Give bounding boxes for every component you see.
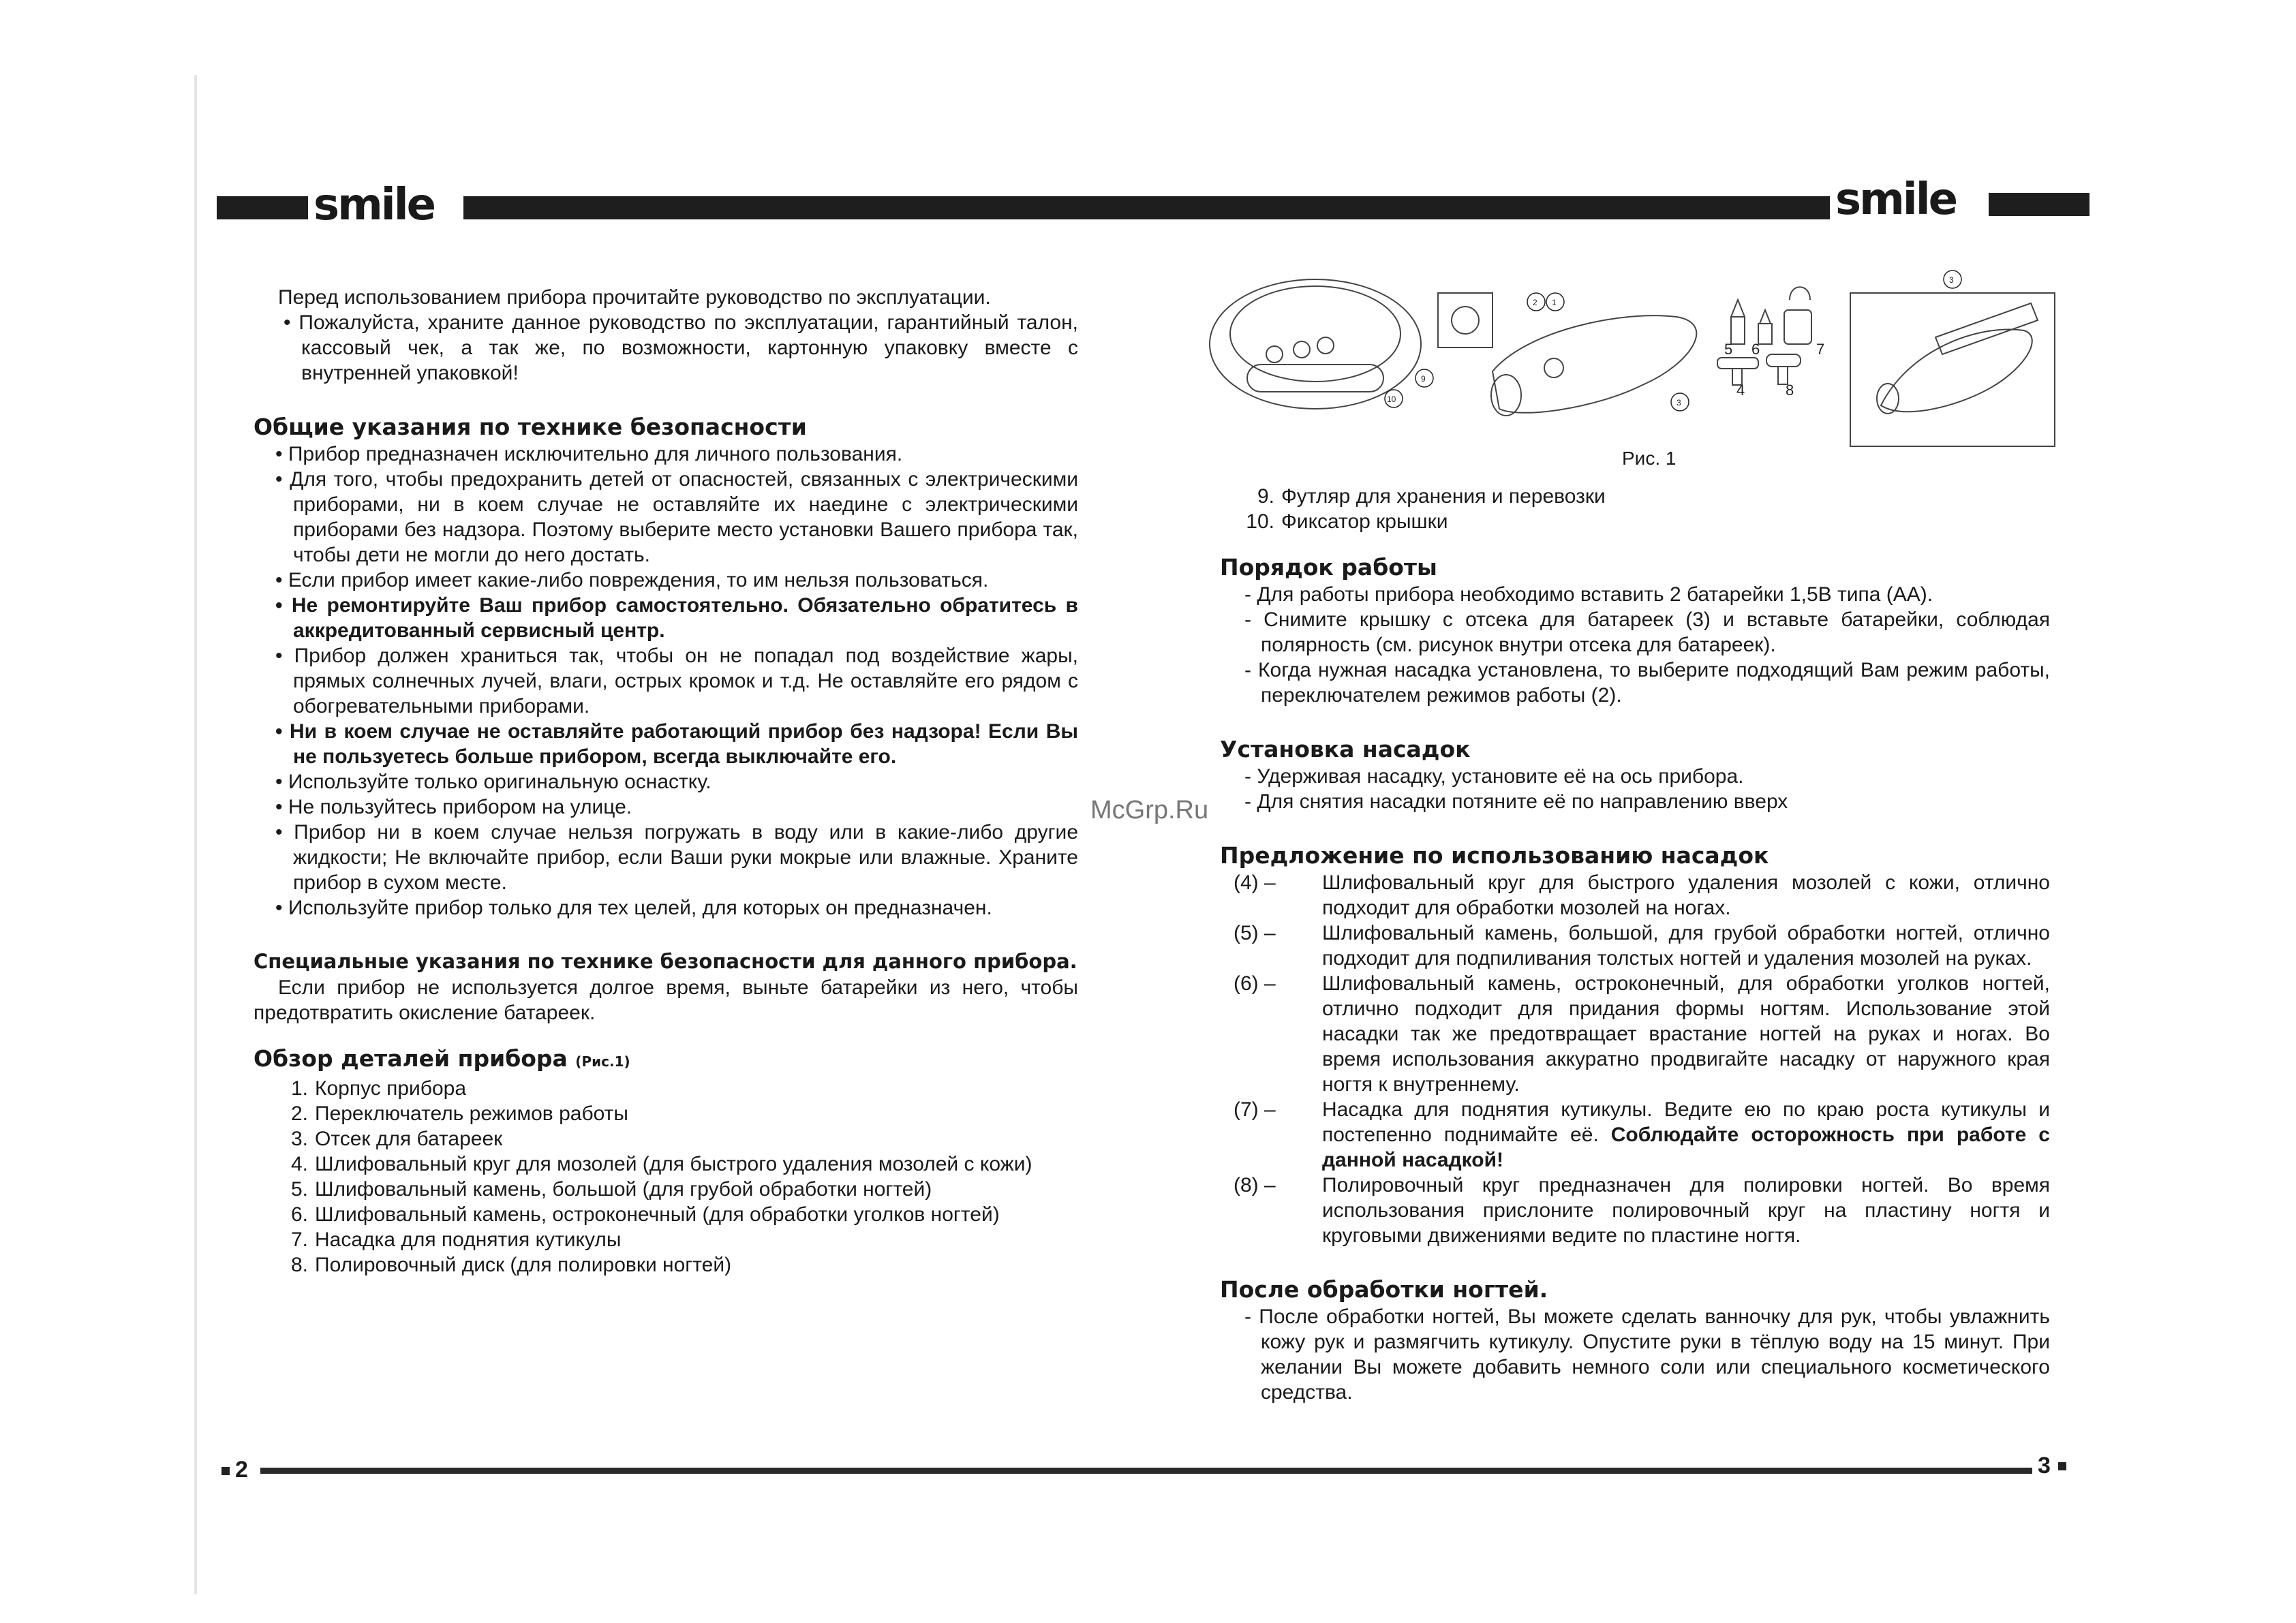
safety-bullet-4: • Не ремонтируйте Ваш прибор самостоятельно. Обязательно обратитесь в аккредитованный сервисный центр. <box>275 594 1078 642</box>
suggest-item-7-warning: Соблюдайте осторожность при работе с данной насадкой! <box>1322 1124 2050 1171</box>
svg-text:6: 6 <box>1751 341 1760 358</box>
svg-text:2: 2 <box>1533 298 1537 307</box>
list-item: 1. Корпус прибора <box>290 1077 467 1100</box>
list-item: 4. Шлифовальный круг для мозолей (для быстрого удаления мозолей с кожи) <box>290 1153 1032 1175</box>
safety-bullet-9: • Прибор ни в коем случае нельзя погружать в воду или в какие-либо другие жидкости; Не включайте прибор, если Ваши руки мокрые или влажные. Храните прибор в сухом месте. <box>275 821 1078 894</box>
list-item: 5. Шлифовальный камень, большой (для грубой обработки ногтей) <box>290 1178 932 1201</box>
storage-case-drawing <box>1210 279 1421 409</box>
header-bar-left-stub <box>217 196 309 219</box>
svg-text:4: 4 <box>1736 382 1745 399</box>
overview-figure-ref: (Рис.1) <box>575 1053 630 1070</box>
page-number-left: 2 <box>235 1457 248 1483</box>
special-text: Если прибор не используется долгое время, выньте батарейки из него, чтобы предотвратить окисление батареек. <box>254 976 1078 1024</box>
intro-text: Перед использованием прибора прочитайте руководство по эксплуатации. <box>278 286 991 309</box>
switch-detail-box <box>1438 293 1493 347</box>
right-column <box>1220 484 2050 1405</box>
suggest-item-6: (6) – Шлифовальный камень, остроконечный, для обработки уголков ногтей, отлично подходит для придания формы ногтям. Использование этой насадки так же предотвращает врастание ногтей на руках и ногах. Во время использования аккуратно продвигайте насадку от наружного края ногтя к внутреннему. <box>1234 972 2050 1096</box>
footer-square-left <box>221 1467 230 1475</box>
after-step-1: - После обработки ногтей, Вы можете сделать ванночку для рук, чтобы увлажнить кожу рук и размягчить кутикулу. Опустите руки в тёплую воду на 15 минут. При желании Вы можете добавить немного соли или специального косметического средства. <box>1244 1305 2050 1404</box>
after-heading: После обработки ногтей. <box>1220 1276 1548 1303</box>
overview-list-continued <box>1220 484 2050 534</box>
left-column <box>254 285 1078 1278</box>
safety-bullet-1: • Прибор предназначен исключительно для личного пользования. <box>275 443 903 465</box>
list-item: 8. Полировочный диск (для полировки ногтей) <box>290 1254 732 1276</box>
install-step-2: - Для снятия насадки потяните её по направлению вверх <box>1244 790 1788 813</box>
svg-text:5: 5 <box>1724 341 1733 358</box>
header-bar-right-stub <box>1989 193 2090 216</box>
svg-text:1: 1 <box>1552 298 1557 307</box>
battery-cover-panel <box>1850 293 2055 446</box>
svg-text:7: 7 <box>1816 341 1825 358</box>
special-heading: Специальные указания по технике безопасности для данного прибора. <box>254 950 1077 973</box>
operation-step-1: - Для работы прибора необходимо вставить 2 батарейки 1,5В типа (АА). <box>1244 583 1933 606</box>
device-body-drawing <box>1493 315 1696 413</box>
watermark-text: McGrp.Ru <box>1090 796 1209 824</box>
footer-bar <box>260 1468 2032 1474</box>
safety-bullet-5: • Прибор должен храниться так, чтобы он не попадал под воздействие жары, прямых солнечных лучей, влаги, острых кромок и т.д. Не оставляйте его рядом с обогревательными приборами. <box>275 645 1078 717</box>
operation-heading: Порядок работы <box>1220 554 1437 581</box>
binding-shadow <box>194 75 197 1594</box>
list-item: 6. Шлифовальный камень, остроконечный (для обработки уголков ногтей) <box>290 1203 1000 1226</box>
list-item: 10. Фиксатор крышки <box>1246 510 1448 533</box>
list-item: 3. Отсек для батареек <box>290 1128 503 1150</box>
overview-heading-text: Обзор деталей прибора <box>254 1045 568 1072</box>
svg-text:8: 8 <box>1786 382 1794 399</box>
safety-heading: Общие указания по технике безопасности <box>254 414 807 440</box>
safety-bullet-10: • Используйте прибор только для тех целей, для которых он предназначен. <box>275 897 992 919</box>
list-item: 2. Переключатель режимов работы <box>290 1102 628 1125</box>
list-item: 7. Насадка для поднятия кутикулы <box>290 1228 622 1251</box>
suggest-item-4: (4) – Шлифовальный круг для быстрого удаления мозолей с кожи, отлично подходит для обработки мозолей на ногах. <box>1234 871 2050 919</box>
list-item: 9. Футляр для хранения и перевозки <box>1257 485 1606 508</box>
safety-bullet-6: • Ни в коем случае не оставляйте работающий прибор без надзора! Если Вы не пользуетесь больше прибором, всегда выключайте его. <box>275 720 1078 768</box>
svg-text:3: 3 <box>1677 398 1681 407</box>
overview-heading <box>254 1045 1078 1076</box>
svg-text:3: 3 <box>1949 275 1954 285</box>
suggest-heading: Предложение по использованию насадок <box>1220 842 1769 869</box>
suggest-item-7-text: Насадка для поднятия кутикулы. Ведите ею по краю роста кутикулы и постепенно поднимайте её. <box>1322 1098 2050 1146</box>
brand-logo-right: smile <box>1830 177 1961 222</box>
suggest-item-5: (5) – Шлифовальный камень, большой, для грубой обработки ногтей, отлично подходит для подпиливания толстых ногтей и удаления мозолей на руках. <box>1234 922 2050 970</box>
install-heading: Установка насадок <box>1220 736 1471 762</box>
svg-text:10: 10 <box>1387 395 1396 404</box>
install-step-1: - Удерживая насадку, установите её на ось прибора. <box>1244 765 1744 788</box>
operation-step-3: - Когда нужная насадка установлена, то выберите подходящий Вам режим работы, переключателем режимов работы (2). <box>1244 659 2050 707</box>
page-number-right: 3 <box>2038 1453 2051 1479</box>
footer-square-right <box>2058 1462 2066 1470</box>
brand-logo-left: smile <box>308 183 440 228</box>
safety-bullet-3: • Если прибор имеет какие-либо повреждения, то им нельзя пользоваться. <box>275 569 989 591</box>
device-figure <box>1199 269 2058 469</box>
suggest-item-7: (7) – Насадка для поднятия кутикулы. Ведите ею по краю роста кутикулы и постепенно поднимайте её. Соблюдайте осторожность при работе с данной насадкой! <box>1234 1098 2050 1171</box>
safety-bullet-8: • Не пользуйтесь прибором на улице. <box>275 796 632 818</box>
svg-text:9: 9 <box>1421 374 1426 384</box>
intro-bullet: • Пожалуйста, храните данное руководство по эксплуатации, гарантийный талон, кассовый чек, а так же, по возможности, картонную упаковку вместе с внутренней упаковкой! <box>284 311 1078 384</box>
figure-drawing <box>1199 269 2058 453</box>
safety-bullet-7: • Используйте только оригинальную оснастку. <box>275 771 711 793</box>
suggest-item-8: (8) – Полировочный круг предназначен для полировки ногтей. Во время использования прислоните полировочный круг на пластину ногтя и круговыми движениями ведите по пластине ногтя. <box>1234 1174 2050 1247</box>
safety-bullet-2: • Для того, чтобы предохранить детей от опасностей, связанных с электрическими приборами, ни в коем случае не оставляйте их наедине с электрическими приборами без надзора. Поэтому выберите место установки Вашего прибора так, чтобы дети не могли до него достать. <box>275 468 1078 566</box>
figure-caption: Рис. 1 <box>1622 448 1677 469</box>
overview-list <box>254 1076 1078 1278</box>
operation-step-2: - Снимите крышку с отсека для батареек (3) и вставьте батарейки, соблюдая полярность (см. рисунок внутри отсека для батареек). <box>1244 608 2050 656</box>
header-bar-main <box>463 196 1833 219</box>
